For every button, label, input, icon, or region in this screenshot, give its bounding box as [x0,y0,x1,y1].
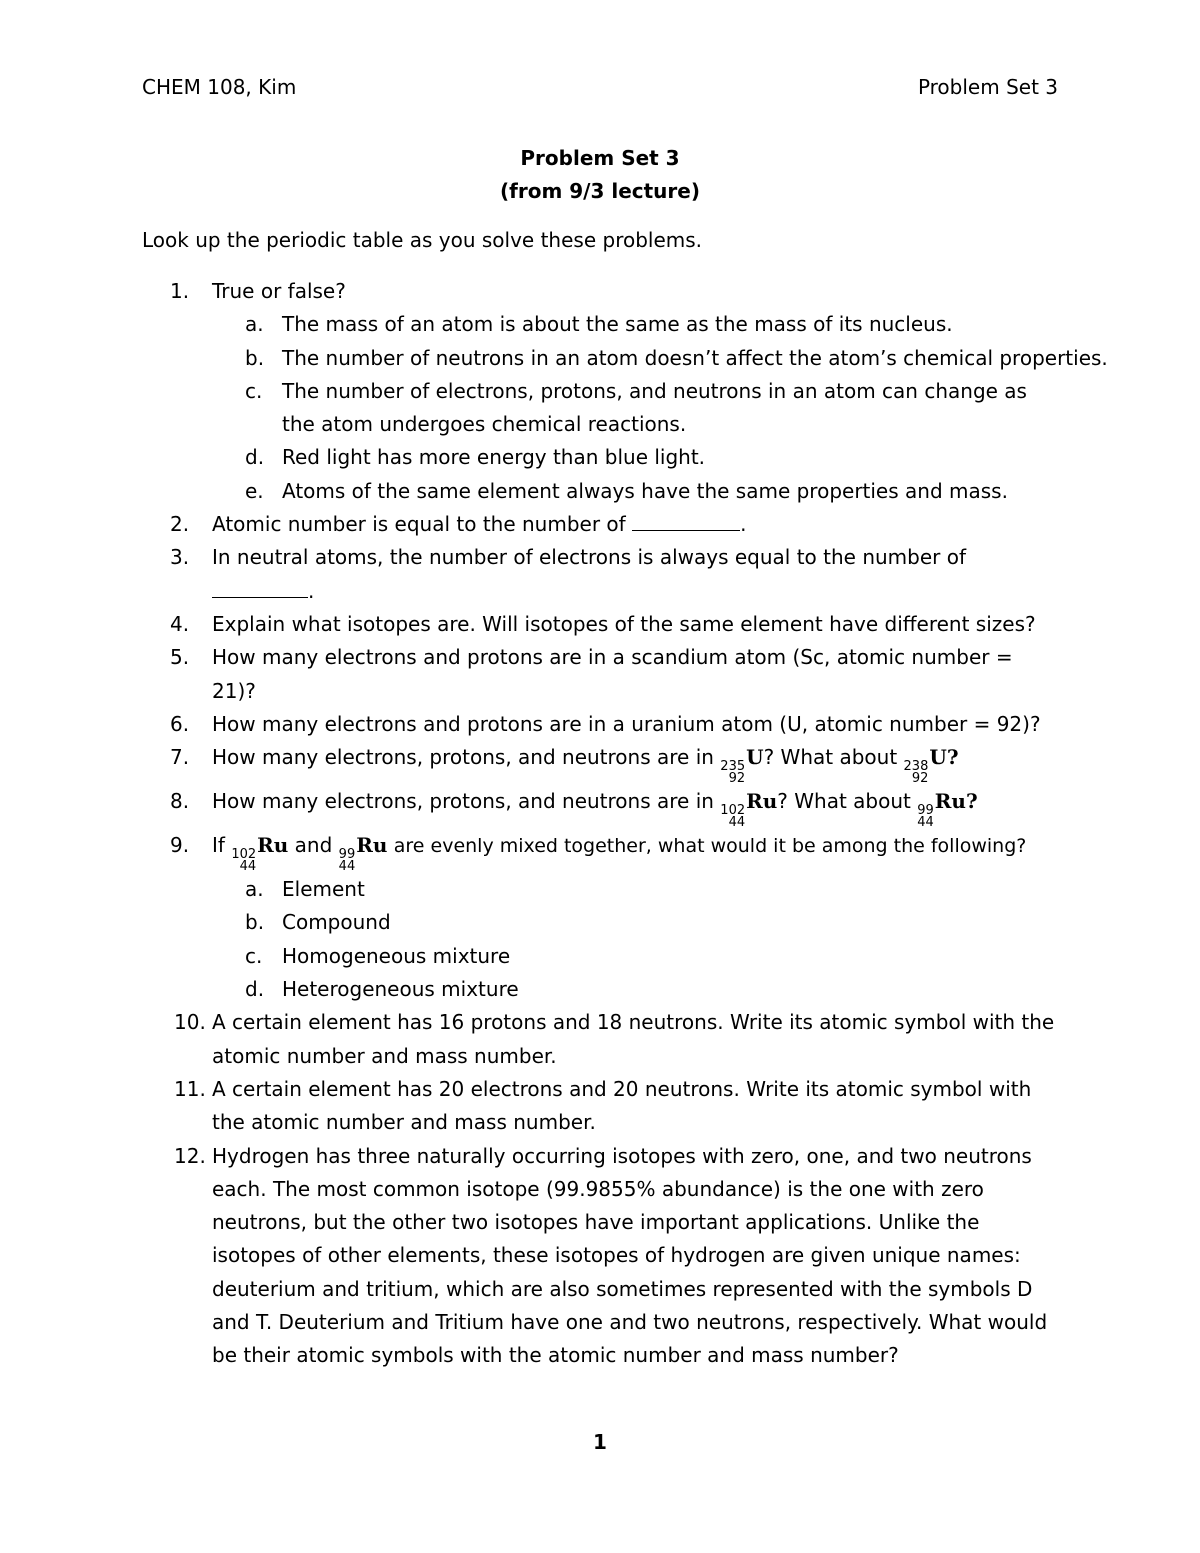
atomic-number: 44 [239,859,257,875]
question-text: Atomic number is equal to the number of [212,512,626,537]
element-symbol: Ru [257,833,289,858]
question-list [142,275,1108,1373]
sub-item [142,375,1042,442]
question-text: ? What about [763,745,898,770]
question-12 [142,1140,1048,1373]
sub-label: b. [245,345,265,370]
question-6 [142,708,1058,741]
element-symbol: U [746,745,764,770]
sub-label: c. [245,943,263,968]
header-course: CHEM 108, Kim [142,75,297,99]
question-4 [142,608,1058,641]
sub-item [142,342,1135,375]
sub-label: c. [245,378,263,403]
question-text: are evenly mixed together, what would it be among the following? [393,835,1027,858]
atomic-number: 92 [728,771,746,787]
question-text: How many electrons and protons are in a uranium atom (U, atomic number = 92)? [212,711,1041,736]
question-number: 7. [170,745,190,770]
question-text: Hydrogen has three naturally occurring isotopes with zero, one, and two neutrons each. The most common isotope (99.9855% abundance) is the one with zero neutrons, but the other two isotopes have important applications. Unlike the isotopes of other elements, these isotopes of hydrogen are given unique names: deuterium and tritium, which are also sometimes represented with the symbols D and T. Deuterium and Tritium have one and two neutrons, respectively. What would be their atomic symbols with the atomic number and mass number? [212,1143,1048,1368]
page-title: Problem Set 3 [520,146,680,170]
page-number: 1 [593,1430,607,1454]
mass-number: 99 [917,803,934,819]
question-text: and [294,833,333,858]
page-subtitle: (from 9/3 lecture) [500,179,700,203]
intro-text: Look up the periodic table as you solve these problems. [142,228,703,252]
sub-item [142,475,1058,508]
nuclide-symbol [917,785,966,829]
question-end: . [740,512,747,537]
atomic-number: 44 [728,815,746,831]
question-text: How many electrons and protons are in a scandium atom (Sc, atomic number = 21)? [212,645,1013,703]
question-number: 5. [170,645,190,670]
question-text: ? What about [777,789,911,814]
mass-number: 235 [720,759,746,775]
sub-item [142,441,1058,474]
sub-item [142,973,1058,1006]
sub-item [142,873,1058,906]
mass-number: 102 [720,803,746,819]
element-symbol: Ru [356,833,388,858]
question-number: 3. [170,545,190,570]
sub-text: Atoms of the same element always have the same properties and mass. [282,478,1008,503]
sub-text: Compound [282,910,391,935]
sub-label: a. [245,312,264,337]
sub-item [142,906,1058,939]
mass-number: 102 [231,847,257,863]
sub-label: d. [245,445,265,470]
element-symbol: Ru [934,789,966,814]
question-text: A certain element has 20 electrons and 20 neutrons. Write its atomic symbol with the atomic number and mass number. [212,1076,1032,1135]
question-1 [142,275,1058,308]
question-3 [142,541,1058,608]
sub-label: d. [245,977,265,1002]
header-doc-title: Problem Set 3 [917,75,1058,99]
question-11 [142,1073,1032,1140]
sub-label: b. [245,910,265,935]
question-number: 9. [170,833,190,858]
sub-item [142,308,1058,341]
sub-text: The number of electrons, protons, and neutrons in an atom can change as the atom undergoes chemical reactions. [282,378,1027,437]
question-text: True or false? [212,279,346,303]
sub-item [142,940,1058,973]
sub-text: Homogeneous mixture [282,943,511,968]
question-number: 10. [174,1010,206,1035]
atomic-number: 92 [911,771,929,787]
question-9 [142,829,1058,873]
question-5 [142,641,1058,708]
question-text: If [212,833,225,858]
question-text: In neutral atoms, the number of electrons is always equal to the number of [212,545,967,570]
question-10 [142,1006,1058,1073]
nuclide-symbol [720,785,777,829]
mass-number: 238 [903,759,929,775]
question-number: 4. [170,611,190,636]
question-text: How many electrons, protons, and neutrons are in [212,745,714,770]
question-number: 6. [170,711,190,736]
nuclide-symbol [720,741,763,785]
nuclide-symbol [231,829,288,873]
sub-text: The number of neutrons in an atom doesn’t affect the atom’s chemical properties. [282,345,1108,370]
question-number: 2. [170,512,190,537]
nuclide-symbol [339,829,388,873]
sub-text: The mass of an atom is about the same as the mass of its nucleus. [282,312,953,337]
question-number: 1. [170,279,190,303]
question-end: ? [965,789,978,814]
question-end: . [308,578,315,603]
question-number: 12. [174,1143,206,1168]
question-number: 8. [170,789,190,814]
answer-blank [632,512,740,531]
question-number: 11. [174,1076,206,1101]
mass-number: 99 [338,847,356,863]
sub-label: e. [245,478,264,503]
question-8 [142,785,1058,829]
question-2 [142,508,1058,541]
element-symbol: Ru [746,789,778,814]
atomic-number: 44 [917,815,934,831]
sub-text: Heterogeneous mixture [282,977,519,1002]
nuclide-symbol [904,741,947,785]
question-7 [142,741,1058,785]
sub-label: a. [245,877,264,902]
sub-text: Element [282,877,365,902]
atomic-number: 44 [338,859,356,875]
question-text: Explain what isotopes are. Will isotopes of the same element have different sizes? [212,611,1036,636]
answer-blank [212,579,308,598]
sub-text: Red light has more energy than blue light. [282,445,706,470]
question-text: A certain element has 16 protons and 18 neutrons. Write its atomic symbol with the atomic number and mass number. [212,1010,1055,1068]
question-end: ? [946,745,959,770]
element-symbol: U [929,745,947,770]
question-text: How many electrons, protons, and neutrons are in [212,789,714,814]
